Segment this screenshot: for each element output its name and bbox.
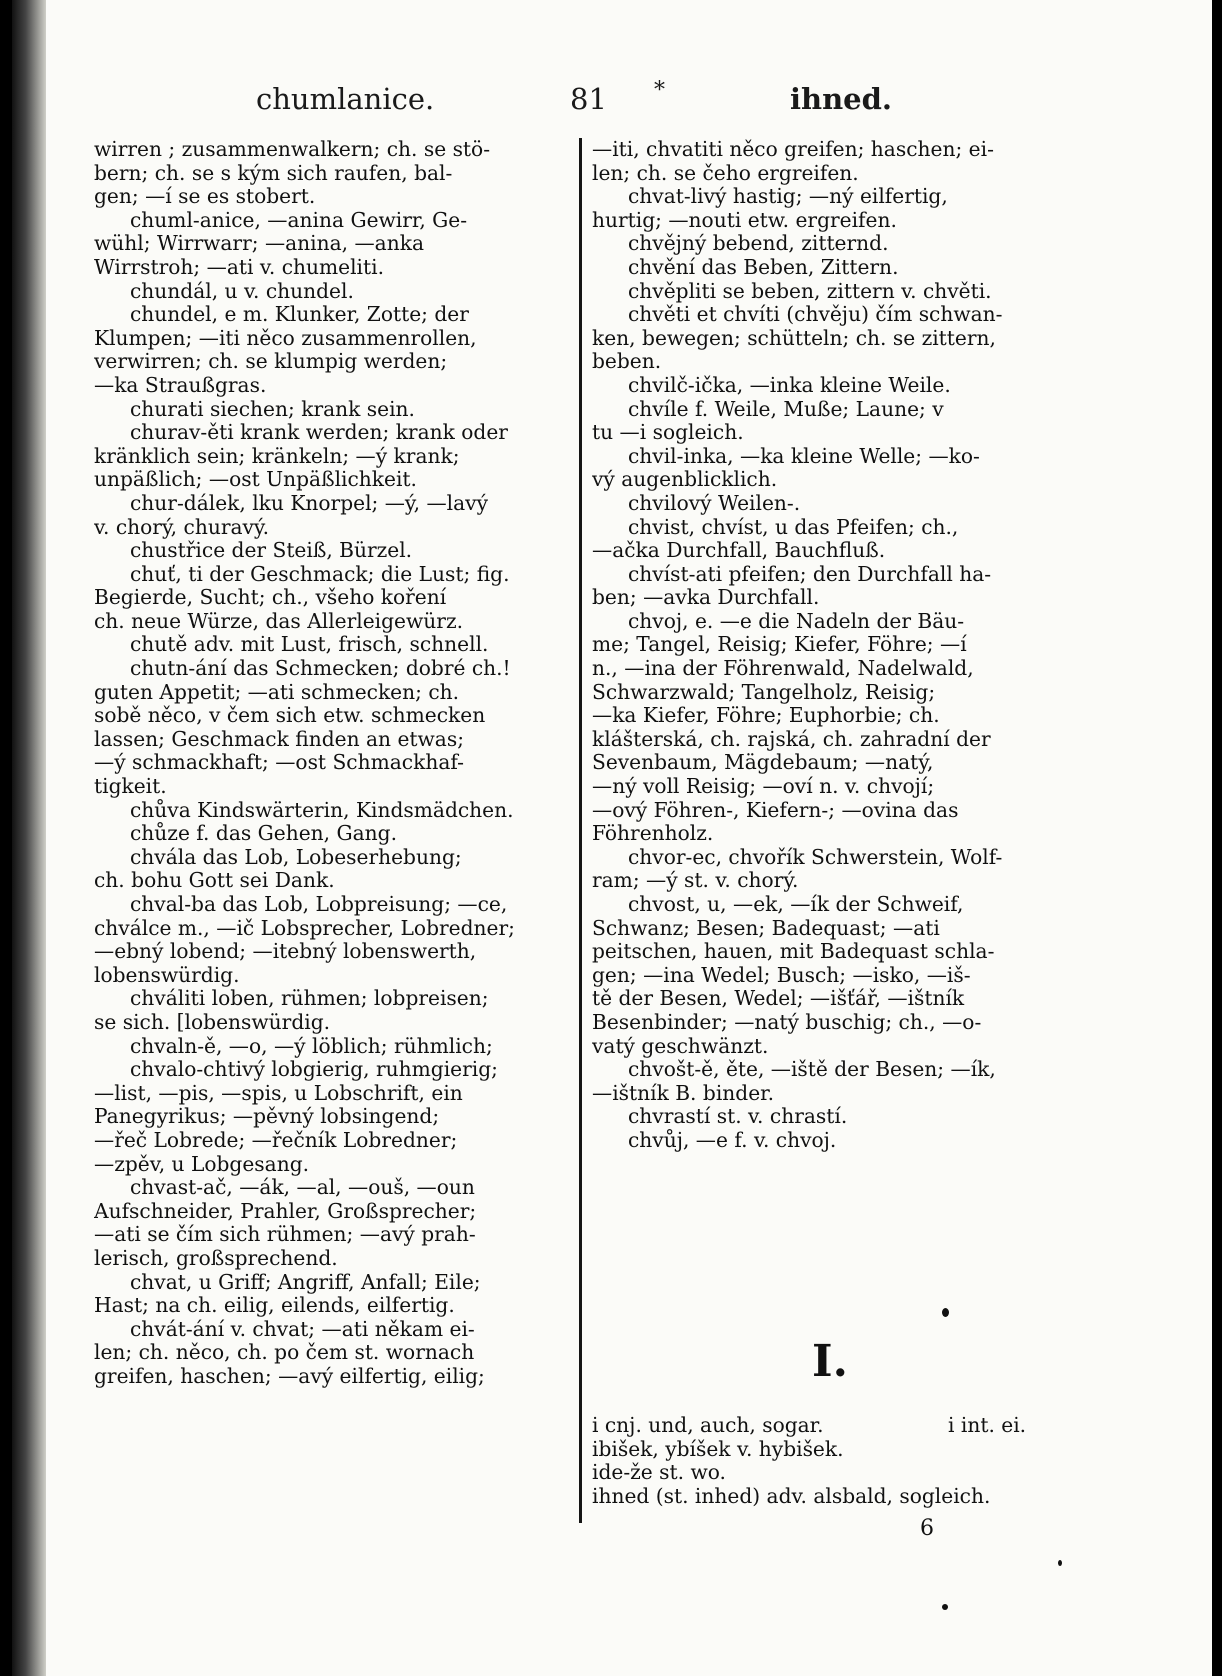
dictionary-line: Besenbinder; —natý buschig; ch., —o- <box>592 1009 982 1034</box>
dictionary-line: Begierde, Sucht; ch., všeho koření <box>94 585 447 610</box>
dictionary-line: —zpěv, u Lobgesang. <box>94 1151 310 1176</box>
dictionary-line: chutn-ání das Schmecken; dobré ch.! <box>130 656 511 681</box>
dictionary-line: sobě něco, v čem sich etw. schmecken <box>94 703 486 728</box>
dictionary-line: verwirren; ch. se klumpig werden; <box>94 349 448 374</box>
dictionary-line: chvění das Beben, Zittern. <box>628 254 899 279</box>
dictionary-line: chvil-inka, —ka kleine Welle; —ko- <box>628 443 980 468</box>
dictionary-line <box>592 1438 1068 1462</box>
header-right-word: ihned. <box>790 82 893 116</box>
dictionary-line: ram; —ý st. v. chorý. <box>592 868 799 893</box>
dictionary-line: chur-dálek, lku Knorpel; —ý, —lavý <box>130 490 488 515</box>
dictionary-line: chvat, u Griff; Angriff, Anfall; Eile; <box>130 1269 481 1294</box>
dictionary-line: wühl; Wirrwarr; —anina, —anka <box>94 231 424 256</box>
dictionary-line: Aufschneider, Prahler, Großsprecher; <box>94 1198 477 1223</box>
dictionary-line <box>592 1485 1068 1509</box>
ink-speck <box>942 1308 949 1317</box>
dictionary-line: Wirrstroh; —ati v. chumeliti. <box>94 254 384 279</box>
dictionary-line: kränklich sein; kränkeln; —ý krank; <box>94 443 460 468</box>
dictionary-line: ken, bewegen; schütteln; ch. se zittern, <box>592 325 996 350</box>
i-section-entries <box>592 1414 1068 1508</box>
dictionary-line: tě der Besen, Wedel; —išťář, —ištník <box>592 986 965 1011</box>
dictionary-line: chvilč-ička, —inka kleine Weile. <box>628 372 951 397</box>
dictionary-line: —ka Kiefer, Föhre; Euphorbie; ch. <box>592 703 940 728</box>
dictionary-line: Schwarzwald; Tangelholz, Reisig; <box>592 679 936 704</box>
dictionary-line: Panegyrikus; —pěvný lobsingend; <box>94 1104 440 1129</box>
dictionary-line: chvějný bebend, zitternd. <box>628 231 889 256</box>
dictionary-line: chvist, chvíst, u das Pfeifen; ch., <box>628 514 959 539</box>
dictionary-line: —list, —pis, —spis, u Lobschrift, ein <box>94 1080 463 1105</box>
dictionary-line: —ati se čím sich rühmen; —avý prah- <box>94 1222 476 1247</box>
dictionary-line: tigkeit. <box>94 774 167 799</box>
dictionary-line: —ebný lobend; —itebný lobenswerth, <box>94 939 477 964</box>
dictionary-line: chundál, u v. chundel. <box>130 278 354 303</box>
dictionary-line: —ištník B. binder. <box>592 1080 774 1105</box>
dictionary-line: tu —i sogleich. <box>592 420 744 445</box>
dictionary-line: se sich. [lobenswürdig. <box>94 1009 331 1034</box>
dictionary-line: Klumpen; —iti něco zusammenrollen, <box>94 325 477 350</box>
dictionary-line: chváliti loben, rühmen; lobpreisen; <box>130 986 489 1011</box>
dictionary-line: chustřice der Steiß, Bürzel. <box>130 538 413 563</box>
dictionary-line: wirren ; zusammenwalkern; ch. se stö- <box>94 138 491 161</box>
dictionary-line: klášterská, ch. rajská, ch. zahradní der <box>592 726 991 751</box>
dictionary-line: ch. bohu Gott sei Dank. <box>94 868 335 893</box>
entry-text: i cnj. und, auch, sogar. <box>592 1413 824 1437</box>
dictionary-line: —ka Straußgras. <box>94 372 267 397</box>
dictionary-line <box>592 1414 1068 1438</box>
dictionary-line: chůze f. das Gehen, Gang. <box>130 821 397 846</box>
dictionary-line: chůva Kindswärterin, Kindsmädchen. <box>130 797 514 822</box>
dictionary-line: chválce m., —ič Lobsprecher, Lobredner; <box>94 915 515 940</box>
dictionary-line: ch. neue Würze, das Allerleigewürz. <box>94 608 463 633</box>
dictionary-line: —ový Föhren-, Kiefern-; —ovina das <box>592 797 959 822</box>
dictionary-line: Hast; na ch. eilig, eilends, eilfertig. <box>94 1293 455 1318</box>
page-number: 81 <box>570 82 607 116</box>
dictionary-line: Schwanz; Besen; Badequast; —ati <box>592 915 940 940</box>
ink-speck <box>1058 1560 1062 1566</box>
dictionary-line: chval-ba das Lob, Lobpreisung; —ce, <box>130 892 508 916</box>
dictionary-line: vý augenblicklich. <box>592 467 778 492</box>
dictionary-line: chvast-ač, —ák, —al, —ouš, —oun <box>130 1175 475 1200</box>
dictionary-line: Sevenbaum, Mägdebaum; —natý, <box>592 750 934 775</box>
dictionary-line: chvěpliti se beben, zittern v. chvěti. <box>628 278 992 303</box>
dictionary-line: beben. <box>592 349 662 374</box>
page-shadow <box>12 0 46 1676</box>
dictionary-line: ben; —avka Durchfall. <box>592 585 820 610</box>
dictionary-line: chuť, ti der Geschmack; die Lust; fig. <box>130 561 510 586</box>
dictionary-line: —ačka Durchfall, Bauchfluß. <box>592 538 886 563</box>
dictionary-line: gen; —í se es stobert. <box>94 184 316 209</box>
section-letter: I. <box>812 1336 848 1387</box>
ink-speck <box>942 1604 948 1610</box>
column-divider <box>579 138 582 1523</box>
dictionary-line: greifen, haschen; —avý eilfertig, eilig; <box>94 1363 485 1388</box>
dictionary-page <box>12 0 1212 1676</box>
entry-text-right: i int. ei. <box>948 1413 1027 1437</box>
dictionary-line: chvilový Weilen-. <box>628 490 801 515</box>
dictionary-line: len; ch. něco, ch. po čem st. wornach <box>94 1340 475 1365</box>
dictionary-line: len; ch. se čeho ergreifen. <box>592 160 859 185</box>
dictionary-line: chvíst-ati pfeifen; den Durchfall ha- <box>628 561 992 586</box>
dictionary-line: lassen; Geschmack finden an etwas; <box>94 726 464 751</box>
dictionary-line: chvor-ec, chvořík Schwerstein, Wolf- <box>628 844 1003 869</box>
dictionary-line: lerisch, großsprechend. <box>94 1245 338 1270</box>
dictionary-line: Föhrenholz. <box>592 821 714 846</box>
dictionary-line: guten Appetit; —ati schmecken; ch. <box>94 679 460 704</box>
dictionary-line: hurtig; —nouti etw. ergreifen. <box>592 207 897 232</box>
dictionary-line: chvěti et chvíti (chvěju) čím schwan- <box>628 302 1003 327</box>
dictionary-line: unpäßlich; —ost Unpäßlichkeit. <box>94 467 417 492</box>
dictionary-line: —ný voll Reisig; —oví n. v. chvojí; <box>592 774 935 799</box>
dictionary-line: chvalo-chtivý lobgierig, ruhmgierig; <box>130 1057 498 1082</box>
entry-text: ibišek, ybíšek v. hybišek. <box>592 1436 844 1461</box>
header-mark: * <box>654 78 665 103</box>
dictionary-line: chvoj, e. —e die Nadeln der Bäu- <box>628 608 965 633</box>
dictionary-line: chvost, u, —ek, —ík der Schweif, <box>628 892 964 916</box>
dictionary-line: chvaln-ě, —o, —ý löblich; rühmlich; <box>130 1033 493 1058</box>
dictionary-line: chundel, e m. Klunker, Zotte; der <box>130 302 469 327</box>
dictionary-line: lobenswürdig. <box>94 962 240 987</box>
dictionary-line: peitschen, hauen, mit Badequast schla- <box>592 939 995 964</box>
dictionary-line: chvošt-ě, ěte, —iště der Besen; —ík, <box>628 1057 996 1082</box>
dictionary-line: v. chorý, churavý. <box>94 514 270 539</box>
signature-mark: 6 <box>920 1516 934 1541</box>
dictionary-line: churav-ěti krank werden; krank oder <box>130 420 508 445</box>
dictionary-line: chvála das Lob, Lobeserhebung; <box>130 844 462 869</box>
dictionary-line: —ý schmackhaft; —ost Schmackhaf- <box>94 750 464 775</box>
left-column <box>94 138 570 1388</box>
dictionary-line: chuml-anice, —anina Gewirr, Ge- <box>130 207 468 232</box>
dictionary-line: vatý geschwänzt. <box>592 1033 769 1058</box>
dictionary-line: churati siechen; krank sein. <box>130 396 415 421</box>
dictionary-line: —řeč Lobrede; —řečník Lobredner; <box>94 1127 458 1152</box>
dictionary-line: —iti, chvatiti něco greifen; haschen; ei- <box>592 138 994 161</box>
page-header <box>72 78 1172 128</box>
dictionary-line: chvrastí st. v. chrastí. <box>628 1104 848 1129</box>
right-column <box>592 138 1068 1153</box>
dictionary-line: chvíle f. Weile, Muße; Laune; v <box>628 396 944 421</box>
dictionary-line <box>592 1461 1068 1485</box>
entry-text: ihned (st. inhed) adv. alsbald, sogleich. <box>592 1483 991 1508</box>
entry-text: ide-že st. wo. <box>592 1460 726 1485</box>
dictionary-line: chvát-ání v. chvat; —ati někam ei- <box>130 1316 475 1341</box>
dictionary-line: chvat-livý hastig; —ný eilfertig, <box>628 184 948 209</box>
dictionary-line: me; Tangel, Reisig; Kiefer, Föhre; —í <box>592 632 967 657</box>
header-left-word: chumlanice. <box>256 82 435 116</box>
dictionary-line: chutě adv. mit Lust, frisch, schnell. <box>130 632 489 657</box>
dictionary-line: chvůj, —e f. v. chvoj. <box>628 1127 837 1152</box>
dictionary-line: bern; ch. se s kým sich raufen, bal- <box>94 160 453 185</box>
dictionary-line: gen; —ina Wedel; Busch; —isko, —iš- <box>592 962 971 987</box>
dictionary-line: n., —ina der Föhrenwald, Nadelwald, <box>592 656 974 681</box>
